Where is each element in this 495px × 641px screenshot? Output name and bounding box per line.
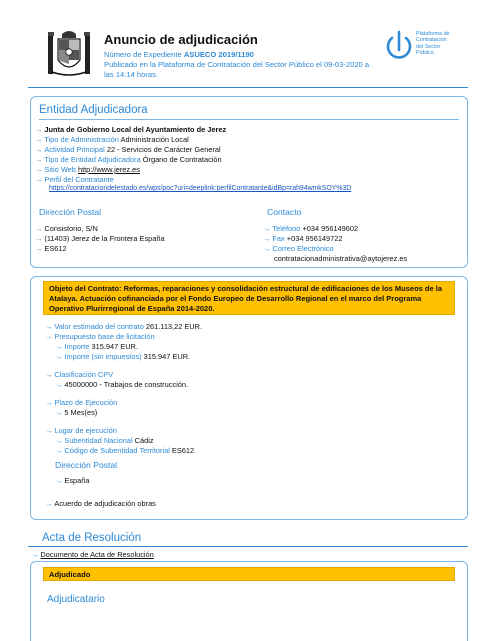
arrow-icon: → — [45, 426, 53, 435]
telefono: → Teléfono +034 956149602 — [263, 224, 359, 233]
direccion-postal-title: Dirección Postal — [55, 460, 118, 470]
arrow-icon: → — [35, 234, 43, 243]
contacto-title: Contacto — [267, 207, 302, 217]
acta-resolucion-title: Acta de Resolución — [42, 532, 142, 544]
announcement-title: Anuncio de adjudicación — [104, 32, 258, 47]
direccion-line: → (11403) Jerez de la Frontera España — [35, 234, 165, 243]
adjudicacion-section — [30, 561, 468, 641]
tipo-administracion: → Tipo de Administración Administración Local — [35, 135, 189, 144]
section-divider — [39, 119, 459, 120]
arrow-icon: → — [263, 224, 271, 233]
presupuesto-base: → Presupuesto base de licitación — [45, 332, 155, 341]
objeto-contrato-section — [30, 276, 468, 520]
arrow-icon: → — [55, 476, 63, 485]
arrow-icon: → — [35, 224, 43, 233]
arrow-icon: → — [55, 342, 63, 351]
arrow-icon: → — [55, 352, 63, 361]
actividad-principal: → Actividad Principal 22 - Servicios de Carácter General — [35, 145, 221, 154]
arrow-icon: → — [55, 446, 63, 455]
correo-value: contratacionadministrativa@aytojerez.es — [274, 254, 408, 263]
direccion-line: → Consistorio, S/N — [35, 224, 98, 233]
importe-sin-impuestos: → Importe (sin impuestos) 315.947 EUR. — [55, 352, 191, 361]
arrow-icon: → — [55, 380, 63, 389]
arrow-icon: → — [35, 155, 43, 164]
sitio-web: → Sitio Web http://www.jerez.es — [35, 165, 140, 174]
direccion-postal-title: Dirección Postal — [39, 207, 102, 217]
arrow-icon: → — [35, 175, 43, 184]
cpv-value: → 45000000 - Trabajos de construcción. — [55, 380, 189, 389]
entity-name: → Junta de Gobierno Local del Ayuntamiento de Jerez — [35, 125, 227, 134]
direccion-line: → ES612 — [35, 244, 67, 253]
acta-divider — [28, 546, 468, 547]
perfil-contratante: → Perfil del Contratante — [35, 175, 114, 184]
arrow-icon: → — [31, 550, 39, 559]
header-divider — [28, 87, 468, 88]
arrow-icon: → — [35, 145, 43, 154]
sitio-web-link[interactable]: http://www.jerez.es — [77, 165, 140, 174]
adjudicatario-title: Adjudicatario — [47, 594, 105, 605]
codigo-subentidad: → Código de Subentidad Territorial ES612 — [55, 446, 195, 455]
arrow-icon: → — [263, 244, 271, 253]
publication-date: Publicado en la Plataforma de Contratación del Sector Público el 09-03-2020 a las 14:14 horas. — [104, 60, 370, 79]
platform-logo-text: Plataforma de Contratación del Sector Público — [416, 31, 450, 57]
platform-power-logo-icon — [386, 30, 412, 64]
valor-estimado: → Valor estimado del contrato 261.113,22 EUR. — [45, 322, 203, 331]
correo: → Correo Electrónico — [263, 244, 334, 253]
entidad-adjudicadora-section — [30, 96, 468, 268]
arrow-icon: → — [45, 398, 53, 407]
section-title: Entidad Adjudicadora — [39, 104, 148, 116]
lugar-ejecucion: → Lugar de ejecución — [45, 426, 117, 435]
arrow-icon: → — [45, 332, 53, 341]
acuerdo-adjudicacion: → Acuerdo de adjudicación obras — [45, 499, 156, 508]
tipo-entidad: → Tipo de Entidad Adjudicadora Órgano de Contratación — [35, 155, 222, 164]
subentidad-nacional: → Subentidad Nacional Cádiz — [55, 436, 154, 445]
coat-of-arms-icon — [48, 28, 90, 78]
plazo-value: → 5 Mes(es) — [55, 408, 98, 417]
arrow-icon: → — [45, 499, 53, 508]
importe: → Importe 315.947 EUR. — [55, 342, 138, 351]
arrow-icon: → — [35, 135, 43, 144]
clasificacion-cpv: → Clasificación CPV — [45, 370, 114, 379]
arrow-icon: → — [35, 125, 43, 134]
arrow-icon: → — [263, 234, 271, 243]
arrow-icon: → — [55, 436, 63, 445]
arrow-icon: → — [45, 322, 53, 331]
adjudicado-banner: Adjudicado — [43, 567, 455, 581]
document-header — [0, 0, 495, 90]
objeto-contrato-banner: Objeto del Contrato: Reformas, reparaciones y consolidación estructural de edificaciones de los Museos de la Atalaya. Actuación cofinanciada por el Fondo Europeo de Desarrollo Regional en el marco del Programa Operativo Plurirregional de España 2014-2020. — [43, 281, 455, 315]
arrow-icon: → — [55, 408, 63, 417]
pais: → España — [55, 476, 90, 485]
documento-acta[interactable]: → Documento de Acta de Resolución — [31, 550, 154, 559]
arrow-icon: → — [45, 370, 53, 379]
arrow-icon: → — [35, 244, 43, 253]
fax: → Fax +034 956149722 — [263, 234, 343, 243]
perfil-contratante-link[interactable]: https://contrataciondelestado.es/wps/poc?uri=deeplink:perfilContratante&idBp=rah94wmkSOY%3D — [49, 185, 352, 192]
expediente-number: Número de Expediente ASUECO 2019/1190 — [104, 50, 254, 59]
arrow-icon: → — [35, 165, 43, 174]
plazo-ejecucion: → Plazo de Ejecución — [45, 398, 118, 407]
